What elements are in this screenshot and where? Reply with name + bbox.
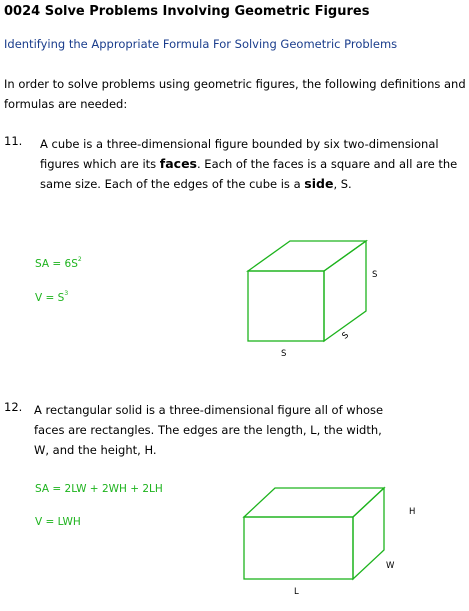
rect-volume-formula: V = LWH bbox=[35, 516, 81, 528]
item-11-text-c: , S. bbox=[333, 177, 352, 191]
cube-v-text: V = S bbox=[35, 292, 65, 304]
cube-label-depth: S bbox=[340, 330, 351, 342]
solid-label-width: W bbox=[386, 561, 395, 571]
item-11-number: 11. bbox=[4, 134, 23, 148]
item-11-text-b: . Each of the faces is a square and all are the same size. Each of the edges of the cube is a bbox=[40, 157, 458, 191]
cube-sa-exponent: 2 bbox=[77, 256, 82, 263]
solid-front-face bbox=[244, 517, 353, 579]
rect-surface-area-formula: SA = 2LW + 2WH + 2LH bbox=[35, 483, 163, 495]
cube-sa-text: SA = 6S bbox=[35, 258, 78, 270]
intro-paragraph: In order to solve problems using geometric figures, the following definitions and formulas are needed: bbox=[4, 77, 466, 111]
solid-label-height: H bbox=[409, 507, 416, 517]
keyword-side: side bbox=[304, 176, 334, 191]
page-subtitle: Identifying the Appropriate Formula For Solving Geometric Problems bbox=[4, 37, 398, 51]
page-title: 0024 Solve Problems Involving Geometric Figures bbox=[4, 4, 370, 19]
keyword-faces: faces bbox=[159, 156, 197, 171]
solid-top-face bbox=[244, 488, 384, 517]
item-12-number: 12. bbox=[4, 400, 23, 414]
solid-label-length: L bbox=[294, 587, 299, 597]
cube-label-right: S bbox=[372, 270, 378, 280]
item-12-text: A rectangular solid is a three-dimensional figure all of whose faces are rectangles. The edges are the length, L, the width, W, and the height, H. bbox=[34, 403, 384, 457]
solid-side-face bbox=[353, 488, 384, 579]
item-11-text-a: A cube is a three-dimensional figure bounded by six two-dimensional figures which are its bbox=[40, 137, 439, 171]
cube-v-exponent: 3 bbox=[64, 290, 69, 297]
cube-label-bottom: S bbox=[281, 349, 287, 359]
